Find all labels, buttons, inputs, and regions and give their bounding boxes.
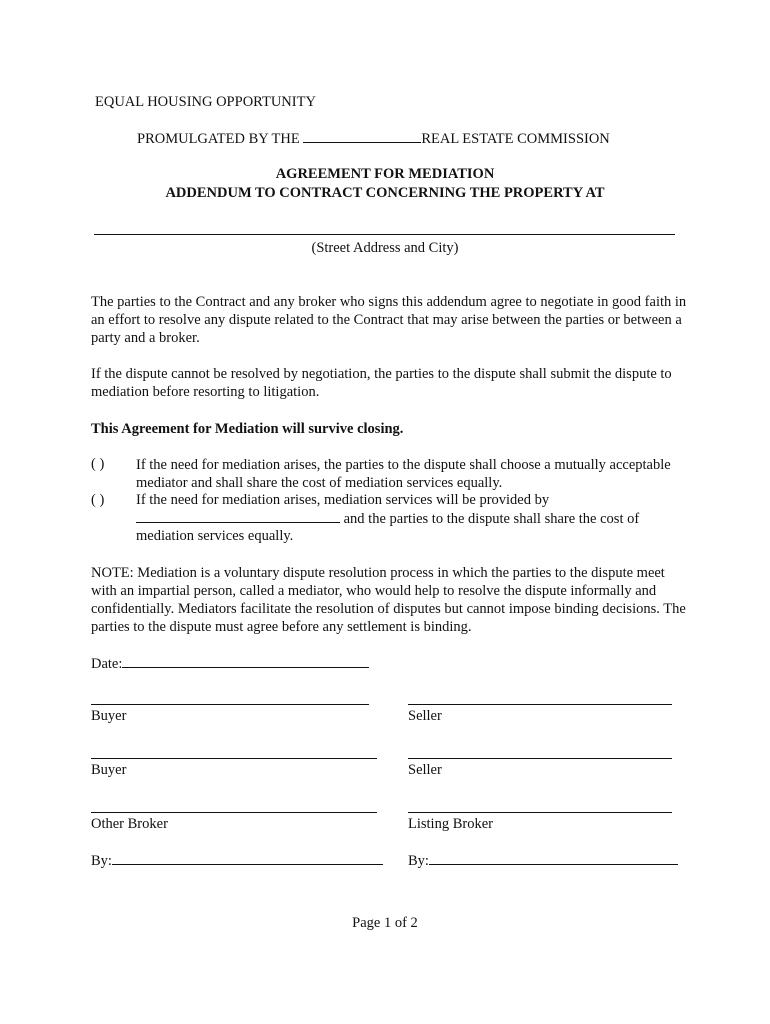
by-right-blank[interactable] [429,852,678,865]
option-2-text-line3: mediation services equally. [136,528,294,544]
paragraph-mediation: If the dispute cannot be resolved by negotiation, the parties to the dispute shall submit the dispute to mediation before resorting to litigation. [91,366,672,400]
option-1-checkbox[interactable]: ( ) [91,456,105,472]
promulgated-prefix: PROMULGATED BY THE [137,131,300,147]
by-left-line [91,852,383,870]
mediation-provider-blank[interactable] [136,510,340,523]
address-caption: (Street Address and City) [311,240,459,256]
date-blank[interactable] [122,655,369,668]
option-2-checkbox[interactable]: ( ) [91,492,105,508]
survive-closing-statement: This Agreement for Mediation will survive closing. [91,421,404,437]
option-1-text: If the need for mediation arises, the parties to the dispute shall choose a mutually acceptable mediator and shall share the cost of mediation services equally. [136,457,671,491]
option-2-text-line2 [136,510,639,528]
promulgated-line [137,130,610,148]
buyer2-signature-line[interactable] [91,758,377,759]
equal-housing-label: EQUAL HOUSING OPPORTUNITY [95,94,316,110]
other-broker-label: Other Broker [91,816,168,832]
paragraph-negotiate: The parties to the Contract and any broker who signs this addendum agree to negotiate in good faith in an effort to resolve any dispute related to the Contract that may arise between the parties or between a party and a broker. [91,294,687,346]
buyer1-label: Buyer [91,708,127,724]
date-line [91,655,369,673]
commission-name-blank[interactable] [303,130,421,143]
date-label: Date: [91,656,123,672]
by-right-label: By: [408,853,429,869]
option-2-text-line1: If the need for mediation arises, mediation services will be provided by [136,492,550,508]
document-title: AGREEMENT FOR MEDIATION [275,166,495,182]
by-left-blank[interactable] [112,852,383,865]
promulgated-suffix: REAL ESTATE COMMISSION [421,131,610,147]
by-right-line [408,852,678,870]
option-2-text-line2-suffix: and the parties to the dispute shall share the cost of [343,511,640,527]
by-left-label: By: [91,853,112,869]
seller1-signature-line[interactable] [408,704,672,705]
seller1-label: Seller [408,708,442,724]
buyer2-label: Buyer [91,762,127,778]
document-subtitle: ADDENDUM TO CONTRACT CONCERNING THE PROPERTY AT [165,185,605,201]
property-address-line[interactable] [94,234,675,235]
seller2-label: Seller [408,762,442,778]
listing-broker-signature-line[interactable] [408,812,672,813]
page-number: Page 1 of 2 [352,915,418,931]
seller2-signature-line[interactable] [408,758,672,759]
other-broker-signature-line[interactable] [91,812,377,813]
mediation-note: NOTE: Mediation is a voluntary dispute resolution process in which the parties to the dispute meet with an impartial person, called a mediator, who would help to resolve the dispute informally and confidentially. Mediators facilitate the resolution of disputes but cannot impose binding decisions. The parties to the dispute must agree before any settlement is binding. [91,565,686,635]
buyer1-signature-line[interactable] [91,704,369,705]
listing-broker-label: Listing Broker [408,816,493,832]
